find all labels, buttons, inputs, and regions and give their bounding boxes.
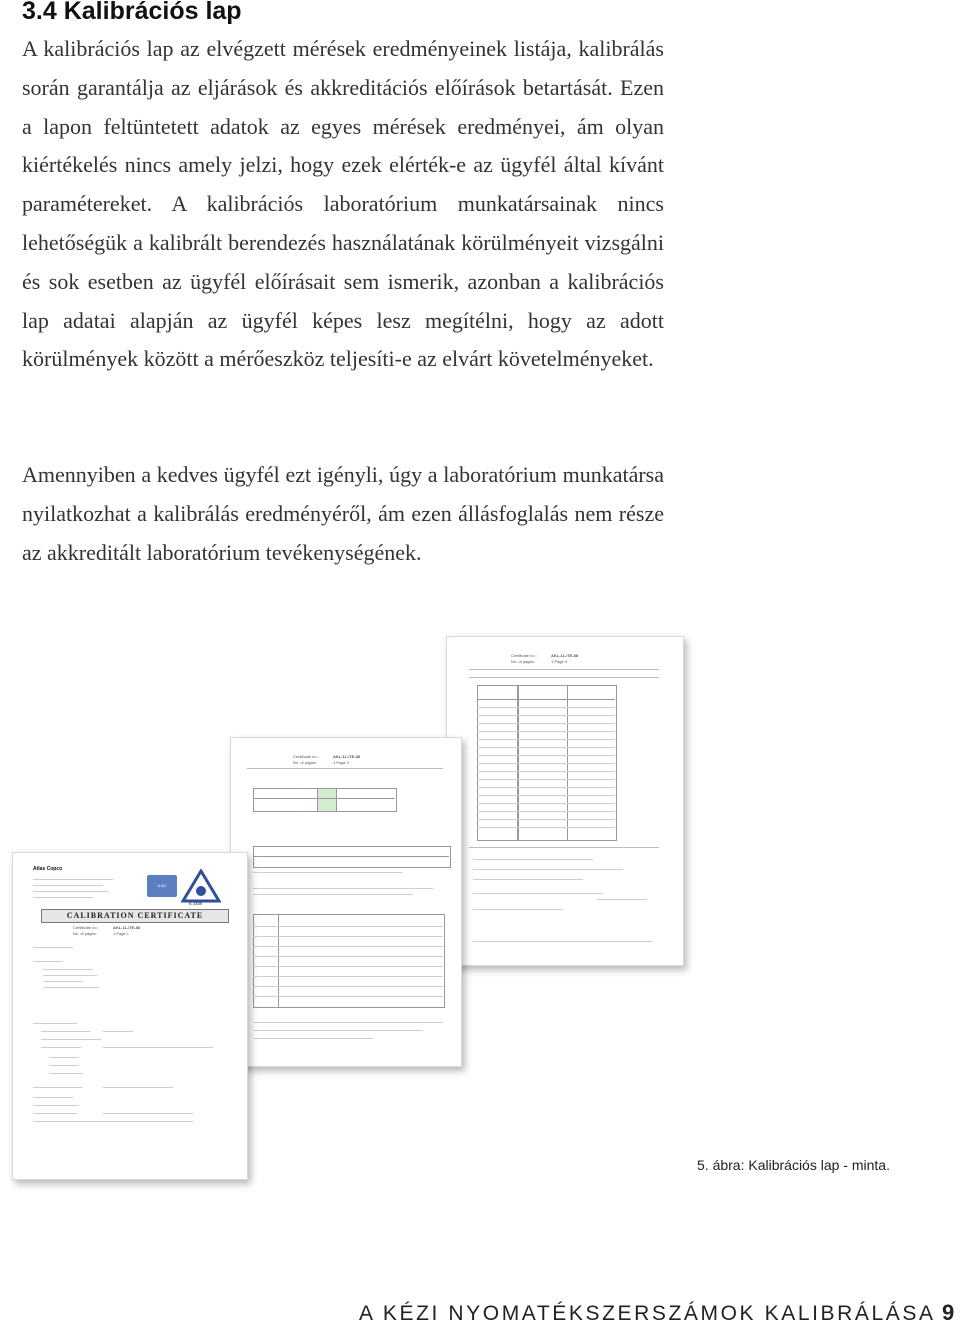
figure-caption: 5. ábra: Kalibrációs lap - minta. bbox=[697, 1157, 890, 1173]
table-rule bbox=[477, 803, 615, 804]
text-line bbox=[41, 1031, 91, 1032]
symbol-definitions-table bbox=[253, 914, 445, 1008]
text-line bbox=[253, 888, 433, 889]
table-rule bbox=[477, 747, 615, 748]
table-rule bbox=[253, 946, 443, 947]
text-line bbox=[473, 909, 563, 910]
text-line bbox=[33, 1121, 193, 1122]
table-rule bbox=[477, 707, 615, 708]
text-line bbox=[253, 872, 403, 873]
table-rule bbox=[477, 819, 615, 820]
text-line bbox=[49, 1065, 79, 1066]
text-line bbox=[49, 1073, 83, 1074]
highlighted-cell bbox=[317, 788, 337, 812]
table-rule bbox=[477, 811, 615, 812]
sheet-page-text: 1 Page 1 bbox=[113, 931, 130, 936]
sheet-pages-label: No. of pages: bbox=[511, 659, 535, 664]
text-line bbox=[41, 1047, 81, 1048]
text-line bbox=[43, 969, 93, 970]
sheet-page-text: 1 Page 3 bbox=[551, 659, 568, 664]
table-rule bbox=[253, 798, 395, 799]
company-name: Atlas Copco bbox=[33, 866, 63, 872]
table-rule bbox=[253, 976, 443, 977]
sample-sheet-cover-page bbox=[12, 852, 248, 1180]
sheet-pages-label: No. of pages: bbox=[73, 931, 97, 936]
sheet-certificate-label: Certificate no.: bbox=[511, 653, 537, 658]
sheet-certificate-no: AKL-11-/TE-88 bbox=[333, 754, 361, 759]
sheet-certificate-no: AKL-11-/TE-88 bbox=[551, 653, 579, 658]
text-line bbox=[253, 894, 413, 895]
text-line bbox=[253, 1022, 443, 1023]
table-rule bbox=[477, 771, 615, 772]
footer-title: A KÉZI NYOMATÉKSZERSZÁMOK KALIBRÁLÁSA bbox=[359, 1302, 936, 1325]
paragraph-statement: Amennyiben a kedves ügyfél ezt igényli, úgy a laboratórium munkatársa nyilatkozhat a kalibrálás eredményéről, ám ezen állásfoglalás nem része az akkreditált laboratórium tevékenységének. bbox=[22, 462, 664, 565]
section-title: Kalibrációs lap bbox=[63, 0, 242, 25]
sample-sheet-results-page bbox=[230, 737, 462, 1067]
text-line bbox=[473, 879, 583, 880]
sheet-certificate-label: Certificate no.: bbox=[293, 754, 319, 759]
sheet-divider bbox=[469, 669, 659, 670]
table-rule bbox=[477, 723, 615, 724]
figure-sample-sheets bbox=[0, 630, 960, 1230]
table-rule bbox=[253, 966, 443, 967]
text-line bbox=[41, 1039, 101, 1040]
certificate-banner: CALIBRATION CERTIFICATE bbox=[41, 909, 229, 923]
text-line bbox=[33, 1105, 79, 1106]
text-line bbox=[103, 1113, 193, 1114]
text-line bbox=[33, 1023, 77, 1024]
text-line bbox=[33, 947, 73, 948]
text-line bbox=[473, 941, 653, 942]
calibration-capability-table bbox=[253, 846, 451, 868]
sheet-divider bbox=[469, 847, 659, 848]
table-rule bbox=[253, 926, 443, 927]
table-rule bbox=[477, 787, 615, 788]
page-number: 9 bbox=[942, 1300, 955, 1325]
sheet-page-text: 1 Page 2 bbox=[333, 760, 350, 765]
sheet-certificate-label: Certificate no.: bbox=[73, 925, 99, 930]
accreditation-triangle-icon bbox=[181, 869, 221, 903]
text-line bbox=[33, 1097, 73, 1098]
text-line bbox=[103, 1087, 173, 1088]
symbol-column bbox=[253, 914, 279, 1008]
sheet-pages-label: No. of pages: bbox=[293, 760, 317, 765]
text-line bbox=[473, 859, 593, 860]
signature-line bbox=[597, 899, 647, 900]
text-line bbox=[33, 885, 103, 886]
text-line bbox=[43, 987, 99, 988]
sample-sheet-table-page bbox=[446, 636, 684, 966]
text-line bbox=[43, 981, 83, 982]
sheet-divider bbox=[247, 768, 443, 769]
table-rule bbox=[253, 986, 443, 987]
text-line bbox=[103, 1031, 133, 1032]
text-line bbox=[33, 891, 109, 892]
text-line bbox=[43, 975, 97, 976]
sheet-divider bbox=[469, 677, 659, 678]
accreditation-number: K 2339 bbox=[189, 901, 202, 906]
table-rule bbox=[477, 739, 615, 740]
measurement-table-header-rule bbox=[477, 699, 615, 700]
accreditation-logo-icon: ILAC bbox=[147, 875, 177, 897]
table-rule bbox=[477, 779, 615, 780]
paragraph-intro: A kalibrációs lap az elvégzett mérések eredményeinek listája, kalibrálás során garantálja az eljárások és akkreditációs előírások betartását. Ezen a lapon feltüntetett adatok az egyes mérések eredményei, ám olyan kiértékelés nincs amely jelzi, hogy ezek elérték-e az ügyfél által kívánt paramétereket. A kalibrációs laboratórium munkatársainak nincs lehetőségük a kalibrált berendezés használatának körülményeit vizsgálni és sok esetben az ügyfél előírásait sem ismerik, azonban a kalibrációs lap adatai alapján az ügyfél képes lesz megítélni, hogy az adott körülmények között a mérőeszköz teljesíti-e az elvárt követelményeket. bbox=[22, 36, 664, 372]
text-line bbox=[253, 1030, 423, 1031]
text-line bbox=[49, 1057, 79, 1058]
table-rule bbox=[253, 996, 443, 997]
text-line bbox=[473, 869, 623, 870]
table-rule bbox=[477, 755, 615, 756]
text-line bbox=[33, 961, 63, 962]
table-rule bbox=[477, 715, 615, 716]
section-number: 3.4 bbox=[22, 0, 57, 25]
text-line bbox=[103, 1047, 213, 1048]
table-rule bbox=[253, 856, 449, 857]
sheet-certificate-no: AKL-11-/TE-88 bbox=[113, 925, 141, 930]
text-line bbox=[473, 893, 603, 894]
table-rule bbox=[477, 763, 615, 764]
table-rule bbox=[477, 795, 615, 796]
text-line bbox=[33, 1113, 77, 1114]
table-rule bbox=[477, 731, 615, 732]
text-line bbox=[33, 1087, 83, 1088]
text-line bbox=[253, 1038, 373, 1039]
table-rule bbox=[477, 827, 615, 828]
text-line bbox=[33, 879, 113, 880]
table-rule bbox=[253, 936, 443, 937]
section-heading bbox=[22, 0, 242, 26]
text-line bbox=[33, 897, 93, 898]
table-rule bbox=[253, 956, 443, 957]
